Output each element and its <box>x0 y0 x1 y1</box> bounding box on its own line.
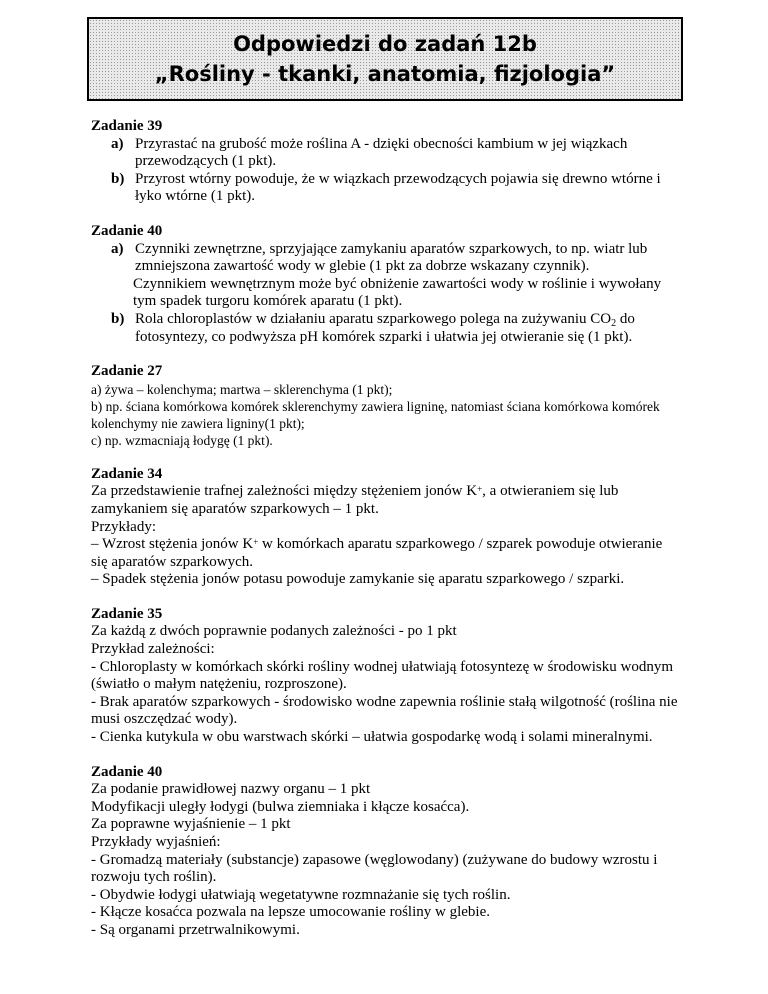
item-text: Przyrastać na grubość może roślina A - dzięki obecności kambium w jej wiązkach przewodzących (1 pkt). <box>135 135 628 170</box>
section-heading: Zadanie 35 <box>91 605 163 622</box>
text-part: w komórkach aparatu szparkowego / szparek powoduje otwieranie się aparatów szparkowych. <box>91 536 663 570</box>
answer-line: - Kłącze kosaćca pozwala na lepsze umocowanie rośliny w glebie. <box>91 904 490 921</box>
answer-line: Przykłady wyjaśnień: <box>91 834 221 850</box>
section-heading: Zadanie 39 <box>91 118 163 134</box>
item-label: b) <box>111 170 125 187</box>
item-label: b) <box>111 310 125 327</box>
answer-line: - Chloroplasty w komórkach skórki rośliny wodnej ułatwiają fotosyntezę w środowisku wodnym (światło o małym natężeniu, rozproszone). <box>91 658 673 693</box>
answers-content <box>91 118 681 957</box>
answer-line: c) np. wzmacniają łodygę (1 pkt). <box>91 432 273 448</box>
superscript: + <box>253 537 259 548</box>
section-zadanie-35 <box>91 606 681 747</box>
answer-line: – Spadek stężenia jonów potasu powoduje zamykanie się aparatu szparkowego / szparki. <box>91 571 625 588</box>
text-part: Za przedstawienie trafnej zależności między stężeniem jonów K <box>91 483 478 500</box>
answer-item-b <box>91 171 681 206</box>
item-text-part: Rola chloroplastów w działaniu aparatu szparkowego polega na zużywaniu CO <box>135 310 612 327</box>
answer-item-a <box>91 136 681 171</box>
text-part: – Wzrost stężenia jonów K <box>91 536 254 553</box>
item-label: a) <box>111 240 124 257</box>
section-zadanie-27 <box>91 363 681 449</box>
answer-line: Za podanie prawidłowej nazwy organu – 1 pkt <box>91 781 371 798</box>
section-zadanie-34 <box>91 466 681 589</box>
title-line-2: „Rośliny - tkanki, anatomia, fizjologia” <box>154 62 616 86</box>
answer-paragraph <box>91 536 681 571</box>
answer-line: Przykłady: <box>91 518 156 535</box>
answer-paragraph <box>91 483 681 518</box>
answer-item-b <box>91 311 681 346</box>
section-zadanie-39 <box>91 118 681 206</box>
answer-line: - Brak aparatów szparkowych - środowisko wodne zapewnia roślinie stałą wilgotność (roślina nie musi oszczędzać wody). <box>91 693 678 728</box>
answer-line: b) np. ściana komórkowa komórek sklerenchymy zawiera ligninę, natomiast ściana komórkowa komórek kolenchymy nie zawiera ligniny(1 pkt); <box>91 398 660 431</box>
section-heading: Zadanie 40 <box>91 222 163 239</box>
item-continuation: Czynnikiem wewnętrznym może być obniżenie zawartości wody w roślinie i wywołany tym spadek turgoru komórek aparatu (1 pkt). <box>133 275 662 310</box>
section-heading: Zadanie 34 <box>91 465 163 482</box>
title-line-1: Odpowiedzi do zadań 12b <box>233 32 537 56</box>
section-heading: Zadanie 27 <box>91 363 163 380</box>
title-box <box>87 17 683 101</box>
text-part: , a otwieraniem się lub zamykaniem się aparatów szparkowych – 1 pkt. <box>91 483 619 517</box>
answer-line: Przykład zależności: <box>91 641 215 658</box>
section-zadanie-40-a <box>91 223 681 346</box>
answer-line: - Są organami przetrwalnikowymi. <box>91 921 300 938</box>
superscript: + <box>477 484 483 495</box>
section-zadanie-40-b <box>91 764 681 940</box>
answer-line: Za każdą z dwóch poprawnie podanych zależności - po 1 pkt <box>91 623 457 640</box>
item-label: a) <box>111 135 124 152</box>
item-text: Przyrost wtórny powoduje, że w wiązkach przewodzących pojawia się drewno wtórne i łyko wtórne (1 pkt). <box>135 170 661 205</box>
subscript: 2 <box>611 317 617 329</box>
item-text-part: do fotosyntezy, co podwyższa pH komórek szparki i ułatwia jej otwieranie się (1 pkt). <box>135 310 635 345</box>
answer-line: Za poprawne wyjaśnienie – 1 pkt <box>91 816 291 833</box>
item-text: Czynniki zewnętrzne, sprzyjające zamykaniu aparatów szparkowych, to np. wiatr lub zmniejszona zawartość wody w glebie (1 pkt za dobrze wskazany czynnik). <box>135 240 648 275</box>
answer-line: a) żywa – kolenchyma; martwa – sklerenchyma (1 pkt); <box>91 381 393 397</box>
answer-line: - Gromadzą materiały (substancje) zapasowe (węglowodany) (zużywane do budowy wzrostu i rozwoju tych roślin). <box>91 851 658 886</box>
section-heading: Zadanie 40 <box>91 763 163 780</box>
answer-line: - Cienka kutykula w obu warstwach skórki – ułatwia gospodarkę wodą i solami mineralnymi. <box>91 729 653 746</box>
answer-item-a <box>91 241 681 276</box>
answer-line: Modyfikacji uległy łodygi (bulwa ziemniaka i kłącze kosaćca). <box>91 798 470 815</box>
answer-line: - Obydwie łodygi ułatwiają wegetatywne rozmnażanie się tych roślin. <box>91 886 511 903</box>
